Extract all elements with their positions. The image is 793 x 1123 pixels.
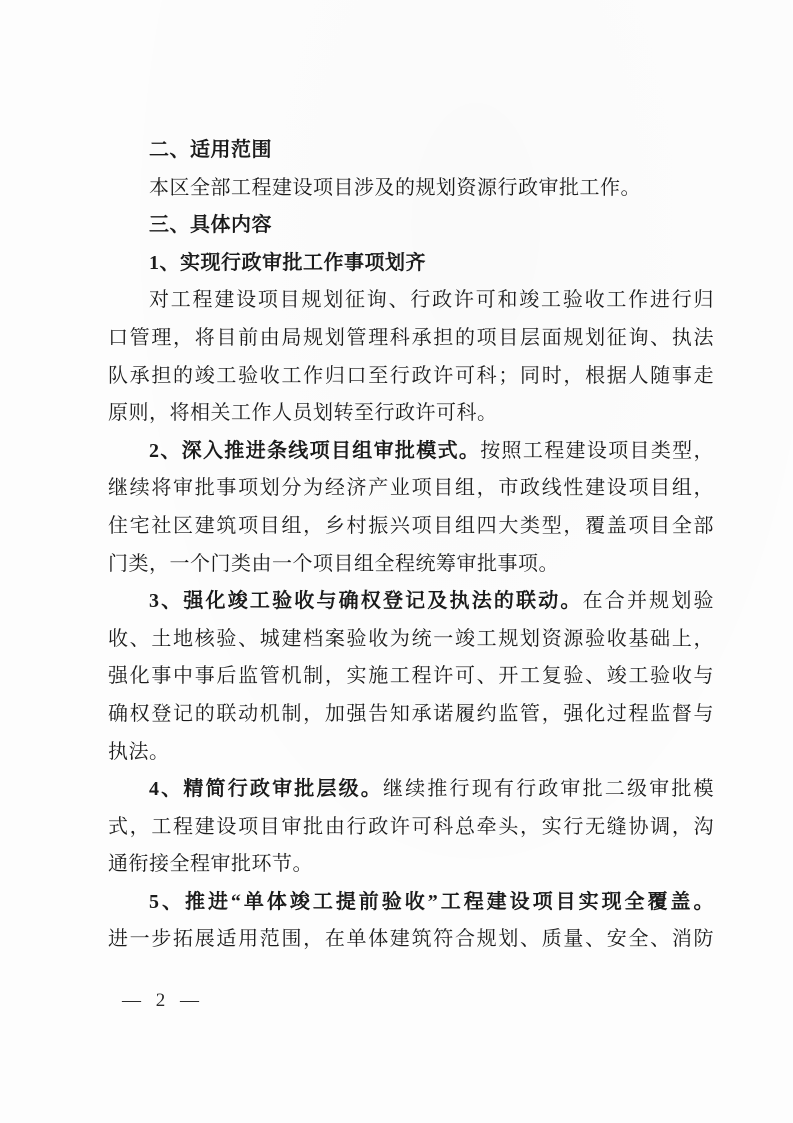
body-text: 口管理，将目前由局规划管理科承担的项目层面规划征询、执法 [108,326,714,349]
run-in-heading-text: 1、实现行政审批工作事项划齐 [149,251,426,274]
text-line [108,245,714,283]
text-line [108,282,714,320]
text-line [108,771,714,809]
body-text: 式，工程建设项目审批由行政许可科总牵头，实行无缝协调，沟 [108,815,714,838]
body-text: 在合并规划验 [582,590,715,613]
text-line [108,658,714,696]
body-text: 本区全部工程建设项目涉及的规划资源行政审批工作。 [149,176,641,199]
body-text: 继续将审批事项划分为经济产业项目组，市政线性建设项目组， [108,477,714,500]
text-line [108,433,714,471]
text-line [108,508,714,546]
text-line [108,846,714,884]
run-in-heading-text: 2、深入推进条线项目组审批模式。 [149,439,481,462]
body-text: 队承担的竣工验收工作归口至行政许可科；同时，根据人随事走 [108,364,714,387]
body-text: 执法。 [108,740,170,763]
body-text: 收、土地核验、城建档案验收为统一竣工规划资源验收基础上， [108,627,714,650]
body-text: 按照工程建设项目类型， [480,439,715,462]
text-line [108,395,714,433]
text-line [108,696,714,734]
body-text: 强化事中事后监管机制，实施工程许可、开工复验、竣工验收与 [108,665,714,688]
text-line [108,470,714,508]
body-text: 进一步拓展适用范围，在单体建筑符合规划、质量、安全、消防 [108,928,714,951]
page-number: — 2 — [122,990,204,1011]
text-line [108,546,714,584]
run-in-heading-text: 二、适用范围 [149,139,272,161]
body-text: 确权登记的联动机制，加强告知承诺履约监管，强化过程监督与 [108,702,714,725]
text-line [108,132,714,170]
run-in-heading-text: 三、具体内容 [149,214,272,237]
text-line [108,207,714,245]
body-text: 住宅社区建筑项目组，乡村振兴项目组四大类型，覆盖项目全部 [108,514,714,537]
text-line [108,358,714,396]
text-line [108,583,714,621]
text-line [108,809,714,847]
text-line [108,921,714,959]
text-line [108,170,714,208]
text-line [108,320,714,358]
text-line [108,884,714,922]
body-text: 对工程建设项目规划征询、行政许可和竣工验收工作进行归 [149,289,714,312]
document-text-block [108,132,714,959]
body-text: 通衔接全程审批环节。 [108,853,313,876]
body-text: 继续推行现有行政审批二级审批模 [382,778,715,801]
run-in-heading-text: 5、推进“单体竣工提前验收”工程建设项目实现全覆盖。 [149,890,714,913]
run-in-heading-text: 4、精简行政审批层级。 [149,778,383,801]
run-in-heading-text: 3、强化竣工验收与确权登记及执法的联动。 [149,590,583,613]
body-text: 门类，一个门类由一个项目组全程统筹审批事项。 [108,552,559,575]
body-text: 原则，将相关工作人员划转至行政许可科。 [108,402,498,425]
text-line [108,621,714,659]
text-line [108,734,714,772]
